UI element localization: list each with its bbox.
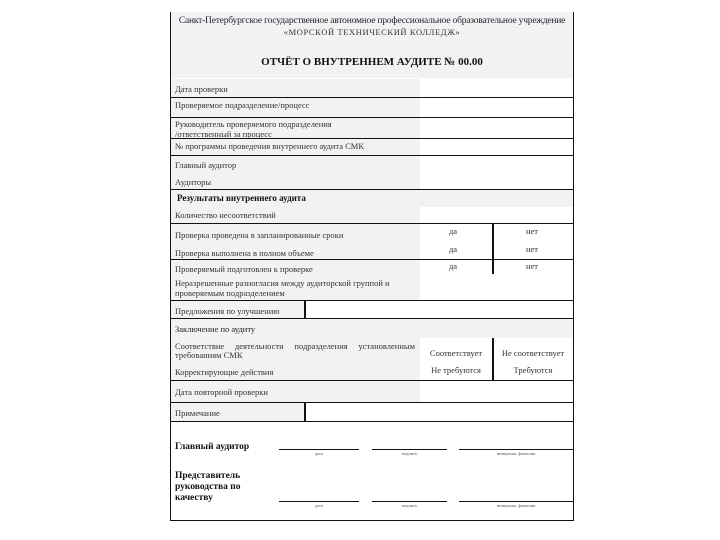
row-unit-process bbox=[171, 97, 573, 117]
auditors-field[interactable] bbox=[420, 173, 573, 190]
qm-rep-sign-label bbox=[175, 471, 240, 504]
disagreements-label-line2: проверяемым подразделением bbox=[175, 288, 285, 298]
row-schedule-scope bbox=[171, 223, 573, 260]
row-improvements bbox=[171, 300, 573, 319]
lead-auditor-label: Главный аудитор bbox=[175, 160, 237, 170]
auditors-label-block bbox=[171, 156, 420, 190]
on-schedule-yes[interactable]: да bbox=[448, 226, 458, 236]
lead-auditor-name-line[interactable] bbox=[459, 449, 573, 450]
unit-process-field[interactable] bbox=[420, 98, 573, 117]
on-schedule-label: Проверка проведена в запланированные сроки bbox=[175, 230, 344, 240]
lead-auditor-sign-label: Главный аудитор bbox=[175, 442, 250, 452]
on-schedule-no[interactable]: нет bbox=[525, 226, 539, 236]
row-nonconformities bbox=[171, 207, 573, 223]
nonconformities-field[interactable] bbox=[420, 207, 573, 223]
form-header bbox=[171, 12, 573, 78]
full-scope-label: Проверка выполнена в полном объеме bbox=[175, 248, 314, 258]
audit-date-field[interactable] bbox=[420, 79, 573, 97]
note-field[interactable] bbox=[306, 403, 573, 421]
unit-process-label: Проверяемое подразделение/процесс bbox=[171, 98, 420, 117]
auditee-prepared-label: Проверяемый подготовлен к проверке bbox=[175, 264, 313, 274]
caption-signature: подпись bbox=[401, 451, 418, 456]
org-name-line2: «МОРСКОЙ ТЕХНИЧЕСКИЙ КОЛЛЕДЖ» bbox=[283, 27, 461, 37]
recheck-date-label: Дата повторной проверки bbox=[171, 381, 420, 403]
audit-report-form bbox=[170, 12, 574, 521]
full-scope-no[interactable]: нет bbox=[525, 244, 539, 254]
conclusion-section-title: Заключение по аудиту bbox=[175, 324, 256, 334]
unit-head-label bbox=[171, 118, 420, 139]
auditors-label: Аудиторы bbox=[175, 177, 212, 187]
qm-rep-date-line[interactable] bbox=[279, 501, 359, 502]
caption-name: инициалы, фамилия bbox=[496, 451, 536, 456]
unit-head-field[interactable] bbox=[420, 118, 573, 139]
row-recheck-date bbox=[171, 380, 573, 403]
results-section-title: Результаты внутреннего аудита bbox=[177, 193, 306, 203]
row-program-no bbox=[171, 138, 573, 155]
auditee-prepared-no[interactable]: нет bbox=[525, 261, 539, 271]
not-complies-option[interactable]: Не соответствует bbox=[501, 348, 565, 358]
caption-date: дата bbox=[314, 503, 324, 508]
nonconformities-label: Количество несоответствий bbox=[171, 207, 420, 223]
row-note bbox=[171, 402, 573, 421]
row-unit-head bbox=[171, 117, 573, 139]
unit-head-label-line2: /ответственный за процесс bbox=[175, 129, 272, 139]
row-compliance-corrective bbox=[171, 338, 573, 380]
qm-rep-signature-line[interactable] bbox=[372, 501, 447, 502]
qm-rep-label-line3: качеству bbox=[175, 493, 213, 503]
report-title: ОТЧЁТ О ВНУТРЕННЕМ АУДИТЕ № 00.00 bbox=[261, 56, 483, 68]
improvements-label: Предложения по улучшению bbox=[171, 301, 305, 319]
qm-rep-label-line1: Представитель bbox=[175, 471, 241, 481]
caption-signature: подпись bbox=[401, 503, 418, 508]
recheck-date-field[interactable] bbox=[420, 381, 573, 403]
divider bbox=[492, 260, 494, 274]
lead-auditor-signature-line[interactable] bbox=[372, 449, 447, 450]
improvements-field[interactable] bbox=[306, 301, 573, 319]
note-label: Примечание bbox=[171, 403, 305, 421]
row-prepared-disagreements bbox=[171, 259, 573, 300]
not-required-option[interactable]: Не требуются bbox=[431, 365, 481, 375]
org-name-line1: Санкт-Петербургское государственное автономное профессиональное образовательное учреждение bbox=[178, 16, 566, 26]
full-scope-yes[interactable]: да bbox=[448, 244, 458, 254]
corrective-label: Корректирующие действия bbox=[175, 367, 274, 377]
compliance-label-line2: требованиям СМК bbox=[175, 350, 243, 360]
required-option[interactable]: Требуются bbox=[513, 365, 553, 375]
row-audit-date bbox=[171, 79, 573, 97]
disagreements-field[interactable] bbox=[420, 274, 573, 300]
audit-date-label: Дата проверки bbox=[171, 79, 420, 97]
schedule-scope-labels bbox=[171, 224, 420, 260]
section-conclusion bbox=[171, 318, 573, 339]
signatures-block bbox=[171, 421, 573, 521]
caption-date: дата bbox=[314, 451, 324, 456]
qm-rep-label-line2: руководства по bbox=[175, 482, 241, 492]
unit-head-label-line1: Руководитель проверяемого подразделения bbox=[175, 119, 332, 129]
auditee-prepared-yes[interactable]: да bbox=[448, 261, 458, 271]
lead-auditor-field[interactable] bbox=[420, 156, 573, 173]
divider bbox=[492, 338, 494, 380]
row-auditors bbox=[171, 155, 573, 190]
caption-name: инициалы, фамилия bbox=[496, 503, 536, 508]
lead-auditor-date-line[interactable] bbox=[279, 449, 359, 450]
program-no-label: № программы проведения внутреннего аудита СМК bbox=[171, 139, 420, 155]
complies-option[interactable]: Соответствует bbox=[429, 348, 483, 358]
program-no-field[interactable] bbox=[420, 139, 573, 155]
disagreements-label-line1: Неразрешенные разногласия между аудиторской группой и bbox=[175, 278, 390, 288]
section-results bbox=[171, 189, 573, 208]
divider bbox=[492, 224, 494, 260]
compliance-label-line1: Соответствие деятельности подразделения установленным bbox=[175, 341, 415, 351]
prepared-disagreements-labels bbox=[171, 260, 420, 300]
qm-rep-name-line[interactable] bbox=[459, 501, 573, 502]
